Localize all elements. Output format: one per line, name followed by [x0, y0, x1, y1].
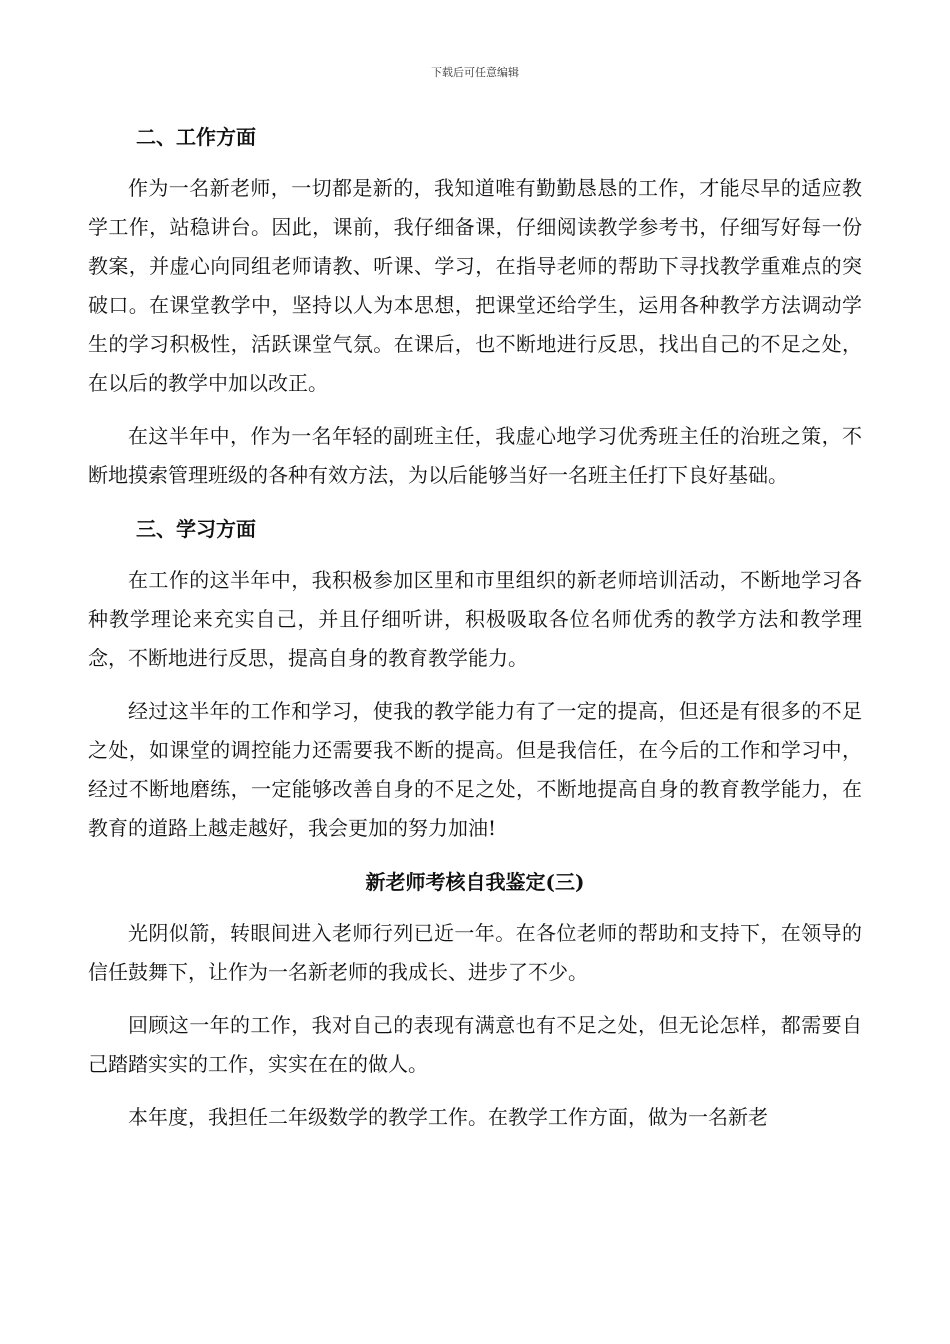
paragraph: 经过这半年的工作和学习，使我的教学能力有了一定的提高，但还是有很多的不足之处，如课堂的调控能力还需要我不断的提高。但是我信任，在今后的工作和学习中，经过不断地磨练，一定能够改善自身的不足之处，不断地提高自身的教育教学能力，在教育的道路上越走越好，我会更加的努力加油! [88, 699, 862, 840]
section-heading-study: 三、学习方面 [136, 517, 256, 541]
paragraph: 回顾这一年的工作，我对自己的表现有满意也有不足之处，但无论怎样，都需要自己踏踏实实的工作，实实在在的做人。 [88, 1013, 862, 1076]
paragraph: 在这半年中，作为一名年轻的副班主任，我虚心地学习优秀班主任的治班之策，不断地摸索管理班级的各种有效方法，为以后能够当好一名班主任打下良好基础。 [88, 424, 862, 487]
document-body [88, 117, 862, 1137]
article-title: 新老师考核自我鉴定(三) [365, 870, 585, 894]
paragraph: 作为一名新老师，一切都是新的，我知道唯有勤勤恳恳的工作，才能尽早的适应教学工作，站稳讲台。因此，课前，我仔细备课，仔细阅读教学参考书，仔细写好每一份教案，并虚心向同组老师请教、听课、学习，在指导老师的帮助下寻找教学重难点的突破口。在课堂教学中，坚持以人为本思想，把课堂还给学生，运用各种教学方法调动学生的学习积极性，活跃课堂气氛。在课后，也不断地进行反思，找出自己的不足之处，在以后的教学中加以改正。 [88, 176, 862, 395]
paragraph: 光阴似箭，转眼间进入老师行列已近一年。在各位老师的帮助和支持下，在领导的信任鼓舞下，让作为一名新老师的我成长、进步了不少。 [88, 921, 862, 984]
paragraph: 本年度，我担任二年级数学的教学工作。在教学工作方面，做为一名新老 [128, 1105, 768, 1129]
page-header: 下载后可任意编辑 [431, 66, 519, 79]
paragraph: 在工作的这半年中，我积极参加区里和市里组织的新老师培训活动，不断地学习各种教学理论来充实自己，并且仔细听讲，积极吸取各位名师优秀的教学方法和教学理念，不断地进行反思，提高自身的教育教学能力。 [88, 568, 862, 670]
section-heading-work: 二、工作方面 [136, 125, 256, 149]
